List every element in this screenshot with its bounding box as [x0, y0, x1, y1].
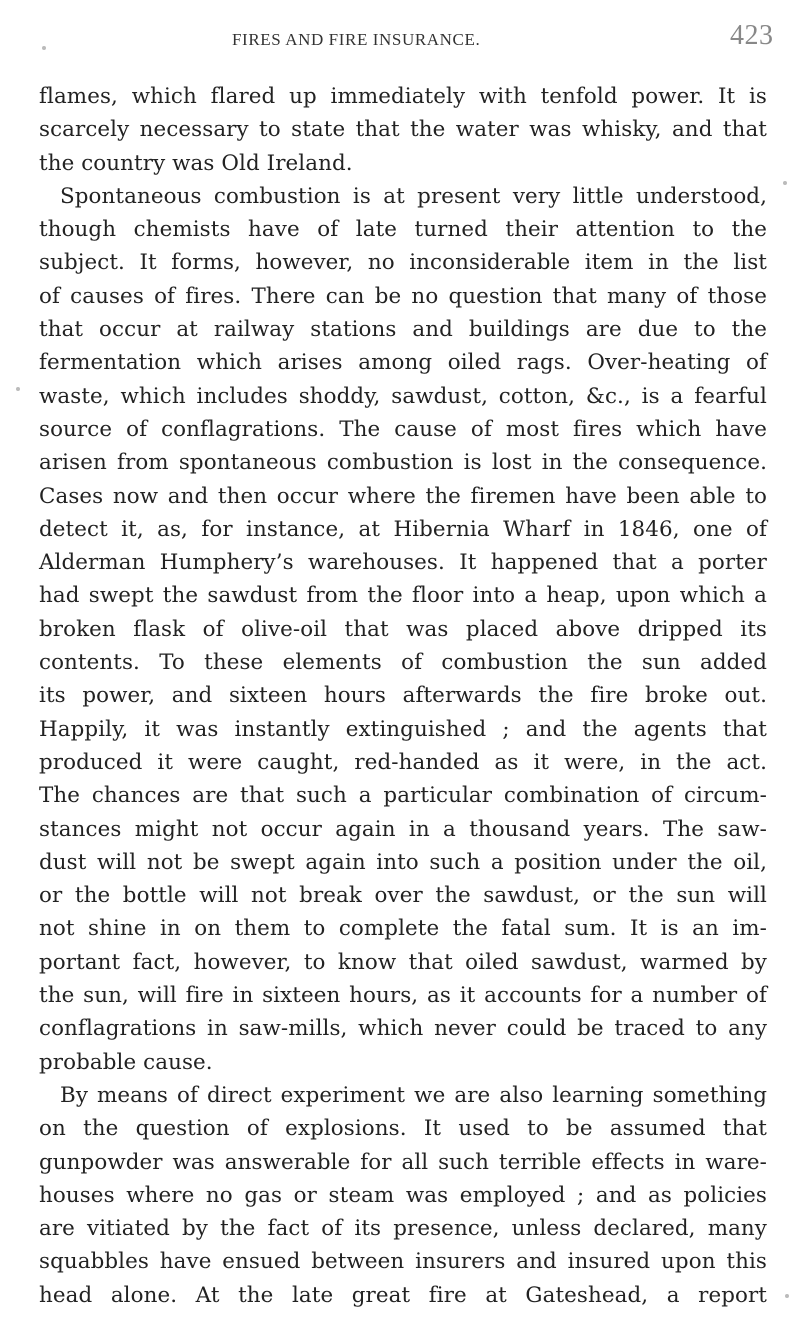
paper-speck — [42, 46, 46, 50]
text-line: Cases now and then occur where the firemen have been able to — [39, 483, 767, 509]
text-line: of causes of fires. There can be no question that many of those — [39, 283, 767, 309]
text-line: or the bottle will not break over the sawdust, or the sun will — [39, 883, 767, 909]
text-line: By means of direct experiment we are also learning something — [60, 1082, 767, 1108]
text-line: Spontaneous combustion is at present very little understood, — [60, 183, 767, 209]
text-line: dust will not be swept again into such a position under the oil, — [39, 849, 767, 875]
paper-speck — [16, 387, 20, 391]
text-line: fermentation which arises among oiled rags. Over-heating of — [39, 350, 767, 376]
text-line: produced it were caught, red-handed as it were, in the act. — [39, 749, 767, 775]
text-line: not shine in on them to complete the fatal sum. It is an im- — [39, 916, 767, 942]
text-line: though chemists have of late turned their attention to the — [39, 217, 767, 243]
text-line: had swept the sawdust from the floor into a heap, upon which a — [39, 583, 767, 609]
text-line: its power, and sixteen hours afterwards the fire broke out. — [39, 683, 767, 709]
text-line: subject. It forms, however, no inconsiderable item in the list — [39, 250, 767, 276]
text-line: broken flask of olive-oil that was placed above dripped its — [39, 616, 767, 642]
text-line: the country was Old Ireland. — [39, 150, 353, 176]
text-line: portant fact, however, to know that oiled sawdust, warmed by — [39, 949, 767, 975]
text-line: probable cause. — [39, 1049, 213, 1075]
text-line: head alone. At the late great fire at Gateshead, a report — [39, 1282, 767, 1308]
text-line: detect it, as, for instance, at Hibernia Wharf in 1846, one of — [39, 516, 767, 542]
text-line: waste, which includes shoddy, sawdust, cotton, &c., is a fearful — [39, 383, 767, 409]
text-line: conflagrations in saw-mills, which never could be traced to any — [39, 1016, 767, 1042]
text-line: squabbles have ensued between insurers and insured upon this — [39, 1249, 767, 1275]
text-line: houses where no gas or steam was employed ; and as policies — [39, 1182, 767, 1208]
text-line: source of conflagrations. The cause of most fires which have — [39, 416, 767, 442]
text-line: are vitiated by the fact of its presence, unless declared, many — [39, 1216, 767, 1242]
paper-speck — [783, 181, 787, 185]
text-line: Happily, it was instantly extinguished ; and the agents that — [39, 716, 767, 742]
text-line: The chances are that such a particular combination of circum- — [39, 783, 767, 809]
text-line: gunpowder was answerable for all such terrible effects in ware- — [39, 1149, 767, 1175]
text-line: contents. To these elements of combustion the sun added — [39, 650, 767, 676]
page-number: 423 — [730, 20, 774, 51]
paper-speck — [785, 1294, 789, 1298]
text-line: arisen from spontaneous combustion is lost in the consequence. — [39, 450, 767, 476]
body-text — [39, 80, 767, 1312]
running-title: FIRES AND FIRE INSURANCE. — [232, 30, 481, 49]
text-line: on the question of explosions. It used to be assumed that — [39, 1116, 767, 1142]
text-line: flames, which flared up immediately with tenfold power. It is — [39, 84, 767, 109]
text-line: Alderman Humphery’s warehouses. It happened that a porter — [39, 550, 767, 576]
text-line: stances might not occur again in a thousand years. The saw- — [39, 816, 767, 842]
text-line: that occur at railway stations and buildings are due to the — [39, 317, 767, 343]
text-line: the sun, will fire in sixteen hours, as it accounts for a number of — [39, 983, 767, 1009]
text-line: scarcely necessary to state that the water was whisky, and that — [39, 117, 767, 143]
